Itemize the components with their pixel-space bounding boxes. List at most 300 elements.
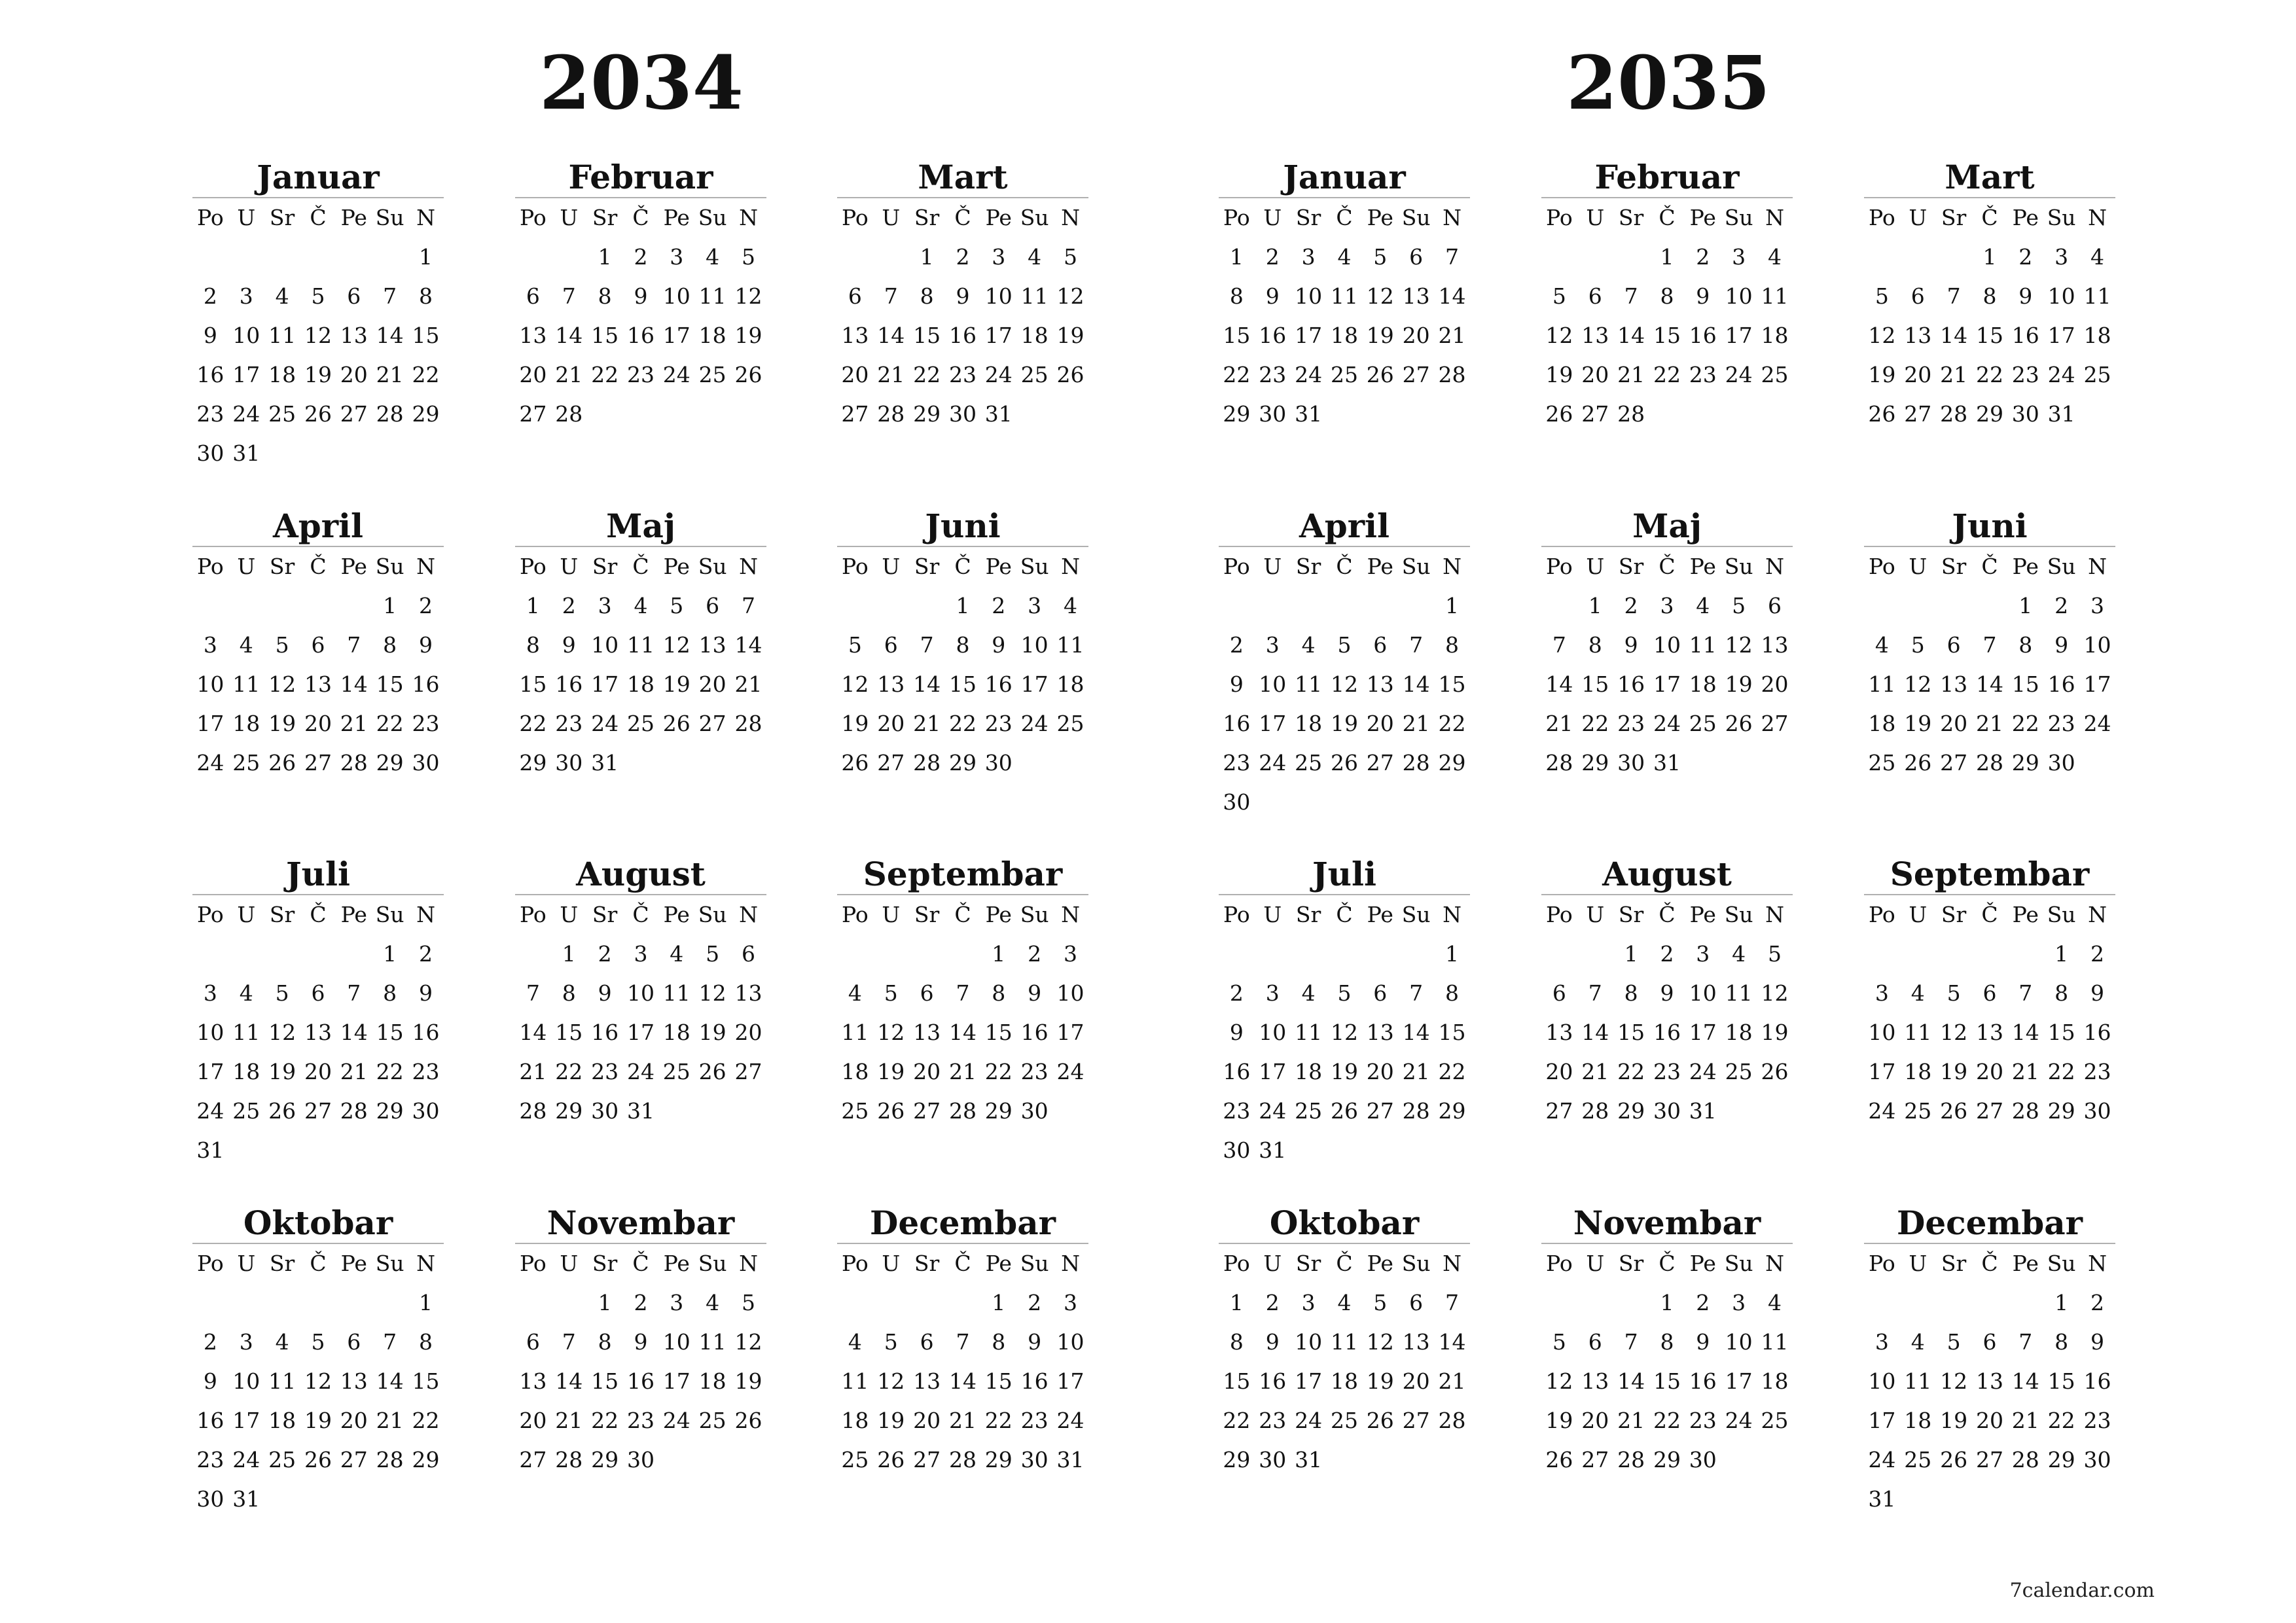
empty-cell: [1327, 395, 1363, 434]
empty-cell: [551, 1283, 587, 1323]
week-row: [1219, 1440, 1470, 1480]
day-cell: 18: [1295, 1059, 1323, 1084]
day-cell: 3: [1265, 632, 1280, 658]
day-cell: 19: [1366, 1368, 1394, 1394]
day-cell: 26: [734, 362, 762, 387]
empty-cell: [694, 1092, 730, 1131]
empty-cell: [1052, 1092, 1088, 1131]
weekday-label: Su: [375, 902, 404, 927]
week-row: [1219, 277, 1470, 316]
day-cell: 13: [1761, 632, 1789, 658]
empty-cell: [336, 1283, 372, 1323]
empty-cell: [336, 1131, 372, 1170]
day-cell: 6: [742, 941, 756, 967]
day-cell: 12: [1366, 283, 1394, 309]
week-row: [1864, 665, 2115, 704]
footer-site[interactable]: 7calendar.com: [2009, 1579, 2155, 1602]
month-name: Februar: [1541, 159, 1793, 198]
day-cell: 2: [203, 1329, 217, 1355]
day-cell: 24: [1689, 1059, 1717, 1084]
day-cell: 27: [519, 401, 547, 427]
weekday-label: U: [882, 902, 901, 927]
weekday-label: Po: [520, 205, 547, 230]
empty-cell: [1721, 743, 1757, 783]
day-cell: 16: [1689, 323, 1717, 348]
day-cell: 2: [1624, 593, 1638, 618]
empty-cell: [515, 238, 551, 277]
day-cell: 1: [2054, 1290, 2069, 1315]
day-cell: 2: [1660, 941, 1674, 967]
day-cell: 4: [1910, 1329, 1925, 1355]
week-row: [837, 704, 1088, 743]
day-cell: 11: [232, 1020, 260, 1045]
empty-cell: [1757, 395, 1793, 434]
day-cell: 23: [626, 362, 655, 387]
empty-cell: [300, 1131, 336, 1170]
week-row: [1541, 238, 1793, 277]
day-cell: 29: [1581, 750, 1609, 776]
empty-cell: [1757, 1440, 1793, 1480]
day-cell: 1: [383, 941, 397, 967]
day-cell: 16: [412, 1020, 440, 1045]
month-block: [515, 856, 766, 1131]
weekday-label: Po: [842, 1251, 869, 1276]
day-cell: 15: [412, 1368, 440, 1394]
weekday-label: Su: [375, 554, 404, 579]
week-row: [192, 277, 444, 316]
day-cell: 26: [1940, 1447, 1968, 1472]
day-cell: 17: [1295, 1368, 1323, 1394]
day-cell: 16: [1689, 1368, 1717, 1394]
day-cell: 8: [992, 1329, 1006, 1355]
day-cell: 23: [1653, 1059, 1681, 1084]
month-grid: [1541, 1244, 1793, 1480]
week-row: [1864, 586, 2115, 626]
day-cell: 15: [984, 1020, 1013, 1045]
day-cell: 24: [1868, 1447, 1896, 1472]
day-cell: 8: [2018, 632, 2033, 658]
day-cell: 9: [634, 283, 648, 309]
day-cell: 28: [877, 401, 905, 427]
month-block: [837, 856, 1088, 1131]
day-cell: 24: [1259, 750, 1287, 776]
day-cell: 8: [2054, 980, 2069, 1006]
weekday-label: N: [1443, 1251, 1462, 1276]
year-title: 2034: [539, 41, 744, 126]
day-cell: 7: [1445, 244, 1460, 270]
empty-cell: [1900, 238, 1936, 277]
weekday-label: Su: [1724, 902, 1753, 927]
day-cell: 17: [1868, 1059, 1896, 1084]
weekday-label: Č: [632, 205, 649, 230]
day-cell: 10: [626, 980, 655, 1006]
day-cell: 20: [877, 711, 905, 736]
week-row: [1864, 238, 2115, 277]
weekday-label: Su: [1020, 205, 1049, 230]
empty-cell: [1685, 743, 1721, 783]
empty-cell: [694, 1440, 730, 1480]
day-cell: 6: [347, 1329, 361, 1355]
week-row: [837, 743, 1088, 783]
empty-cell: [1362, 1440, 1398, 1480]
day-cell: 2: [2018, 244, 2033, 270]
week-row: [1219, 1401, 1470, 1440]
day-cell: 23: [1020, 1059, 1049, 1084]
day-cell: 3: [1874, 1329, 1889, 1355]
day-cell: 18: [698, 323, 726, 348]
day-cell: 19: [1940, 1408, 1968, 1433]
day-cell: 9: [634, 1329, 648, 1355]
day-cell: 8: [1660, 283, 1674, 309]
day-cell: 18: [698, 1368, 726, 1394]
day-cell: 1: [992, 1290, 1006, 1315]
day-cell: 4: [1874, 632, 1889, 658]
day-cell: 18: [1868, 711, 1896, 736]
day-cell: 5: [275, 980, 289, 1006]
day-cell: 24: [196, 1098, 224, 1124]
day-cell: 22: [948, 711, 977, 736]
week-row: [515, 1362, 766, 1401]
week-row: [192, 1362, 444, 1401]
month-grid: [1864, 895, 2115, 1131]
day-cell: 19: [1904, 711, 1932, 736]
day-cell: 1: [1229, 244, 1244, 270]
day-cell: 18: [1761, 1368, 1789, 1394]
week-row: [1541, 355, 1793, 395]
weekday-label: Pe: [985, 902, 1012, 927]
day-cell: 10: [1725, 283, 1753, 309]
day-cell: 30: [1020, 1098, 1049, 1124]
day-cell: 11: [1868, 671, 1896, 697]
day-cell: 28: [948, 1447, 977, 1472]
day-cell: 14: [340, 671, 368, 697]
day-cell: 15: [1653, 1368, 1681, 1394]
day-cell: 24: [662, 1408, 691, 1433]
day-cell: 3: [239, 1329, 253, 1355]
week-row: [1864, 626, 2115, 665]
weekday-label: Su: [2047, 205, 2076, 230]
weekday-label: Pe: [1367, 205, 1393, 230]
day-cell: 22: [2011, 711, 2039, 736]
day-cell: 6: [920, 980, 934, 1006]
week-row: [1864, 355, 2115, 395]
day-cell: 10: [196, 671, 224, 697]
day-cell: 29: [591, 1447, 619, 1472]
day-cell: 9: [2018, 283, 2033, 309]
day-cell: 13: [734, 980, 762, 1006]
day-cell: 1: [1445, 593, 1460, 618]
day-cell: 18: [232, 711, 260, 736]
day-cell: 7: [526, 980, 540, 1006]
day-cell: 13: [1402, 283, 1430, 309]
day-cell: 4: [1064, 593, 1078, 618]
day-cell: 20: [340, 362, 368, 387]
day-cell: 13: [841, 323, 869, 348]
day-cell: 28: [1617, 1447, 1645, 1472]
day-cell: 3: [1874, 980, 1889, 1006]
day-cell: 15: [1653, 323, 1681, 348]
month-grid: [192, 1244, 444, 1519]
day-cell: 28: [376, 1447, 404, 1472]
day-cell: 29: [1975, 401, 2003, 427]
weekday-label: U: [237, 1251, 256, 1276]
week-row: [192, 935, 444, 974]
day-cell: 7: [742, 593, 756, 618]
day-cell: 15: [913, 323, 941, 348]
weekday-label: Č: [1981, 1251, 1998, 1276]
month-name: Maj: [515, 508, 766, 547]
day-cell: 7: [2018, 980, 2033, 1006]
weekday-label: Po: [842, 205, 869, 230]
day-cell: 5: [1732, 593, 1746, 618]
day-cell: 8: [956, 632, 970, 658]
day-cell: 21: [1940, 362, 1968, 387]
month-block: [192, 1205, 444, 1519]
day-cell: 15: [591, 323, 619, 348]
day-cell: 18: [1295, 711, 1323, 736]
day-cell: 11: [268, 1368, 296, 1394]
day-cell: 9: [2054, 632, 2069, 658]
day-cell: 7: [383, 283, 397, 309]
day-cell: 6: [1982, 980, 1997, 1006]
day-cell: 21: [948, 1408, 977, 1433]
day-cell: 6: [311, 632, 325, 658]
weekday-label: Č: [310, 1251, 327, 1276]
day-cell: 21: [1545, 711, 1573, 736]
day-cell: 30: [1223, 789, 1251, 815]
day-cell: 10: [1259, 1020, 1287, 1045]
day-cell: 14: [555, 323, 583, 348]
weekday-label: Su: [698, 205, 727, 230]
weekday-label: Sr: [1618, 554, 1644, 579]
weekday-label: N: [739, 902, 758, 927]
day-cell: 14: [877, 323, 905, 348]
day-cell: 17: [232, 362, 260, 387]
day-cell: 19: [1940, 1059, 1968, 1084]
month-name: Oktobar: [1219, 1205, 1470, 1244]
day-cell: 21: [1438, 323, 1466, 348]
empty-cell: [1327, 1131, 1363, 1170]
day-cell: 12: [1545, 323, 1573, 348]
day-cell: 18: [841, 1408, 869, 1433]
empty-cell: [945, 935, 981, 974]
day-cell: 21: [2011, 1059, 2039, 1084]
weekday-label: Sr: [1941, 554, 1967, 579]
day-cell: 22: [1223, 362, 1251, 387]
empty-cell: [192, 238, 228, 277]
month-name: August: [1541, 856, 1793, 895]
weekday-label: Su: [1401, 205, 1431, 230]
empty-cell: [1900, 1283, 1936, 1323]
day-cell: 24: [196, 750, 224, 776]
weekday-label: U: [882, 1251, 901, 1276]
day-cell: 11: [841, 1368, 869, 1394]
day-cell: 11: [1330, 283, 1358, 309]
day-cell: 18: [662, 1020, 691, 1045]
weekday-label: Pe: [2012, 902, 2039, 927]
day-cell: 7: [956, 980, 970, 1006]
day-cell: 24: [984, 362, 1013, 387]
week-row: [837, 316, 1088, 355]
day-cell: 28: [913, 750, 941, 776]
day-cell: 30: [412, 1098, 440, 1124]
day-cell: 9: [1624, 632, 1638, 658]
week-row: [1219, 355, 1470, 395]
month-name: August: [515, 856, 766, 895]
day-cell: 5: [670, 593, 684, 618]
weekday-label: Pe: [2012, 205, 2039, 230]
day-cell: 19: [1761, 1020, 1789, 1045]
week-row: [1541, 1013, 1793, 1052]
day-cell: 27: [1366, 750, 1394, 776]
day-cell: 12: [304, 323, 332, 348]
day-cell: 26: [841, 750, 869, 776]
empty-cell: [1936, 586, 1972, 626]
day-cell: 2: [203, 283, 217, 309]
weekday-label: Su: [698, 902, 727, 927]
day-cell: 21: [340, 1059, 368, 1084]
day-cell: 19: [1330, 711, 1358, 736]
week-row: [515, 238, 766, 277]
day-cell: 28: [376, 401, 404, 427]
weekday-label: Sr: [914, 1251, 940, 1276]
day-cell: 26: [1056, 362, 1085, 387]
weekday-label: Sr: [592, 205, 618, 230]
day-cell: 2: [1696, 244, 1710, 270]
weekday-label: Č: [1659, 205, 1676, 230]
empty-cell: [1434, 1440, 1470, 1480]
empty-cell: [515, 1283, 551, 1323]
empty-cell: [1362, 783, 1398, 822]
month-name: April: [1219, 508, 1470, 547]
empty-cell: [551, 238, 587, 277]
day-cell: 6: [848, 283, 862, 309]
day-cell: 8: [383, 632, 397, 658]
day-cell: 14: [734, 632, 762, 658]
day-cell: 25: [1904, 1098, 1932, 1124]
day-cell: 20: [1940, 711, 1968, 736]
day-cell: 21: [1402, 711, 1430, 736]
day-cell: 30: [1653, 1098, 1681, 1124]
empty-cell: [1255, 783, 1291, 822]
week-row: [1219, 743, 1470, 783]
month-name: Septembar: [1864, 856, 2115, 895]
weekday-label: U: [1909, 902, 1928, 927]
weekday-label: N: [1443, 554, 1462, 579]
day-cell: 27: [1545, 1098, 1573, 1124]
day-cell: 24: [2047, 362, 2075, 387]
week-row: [192, 665, 444, 704]
empty-cell: [515, 935, 551, 974]
day-cell: 26: [304, 1447, 332, 1472]
day-cell: 4: [275, 1329, 289, 1355]
empty-cell: [730, 1092, 766, 1131]
empty-cell: [1327, 1440, 1363, 1480]
day-cell: 6: [1409, 244, 1424, 270]
day-cell: 8: [526, 632, 540, 658]
day-cell: 16: [555, 671, 583, 697]
weekday-label: U: [560, 1251, 579, 1276]
empty-cell: [1541, 586, 1577, 626]
day-cell: 1: [1660, 244, 1674, 270]
day-cell: 22: [1581, 711, 1609, 736]
day-cell: 16: [626, 1368, 655, 1394]
day-cell: 10: [1259, 671, 1287, 697]
day-cell: 29: [2011, 750, 2039, 776]
weekday-label: Su: [698, 1251, 727, 1276]
day-cell: 4: [634, 593, 648, 618]
day-cell: 31: [1689, 1098, 1717, 1124]
day-cell: 21: [1617, 362, 1645, 387]
day-cell: 20: [1545, 1059, 1573, 1084]
day-cell: 12: [841, 671, 869, 697]
day-cell: 18: [841, 1059, 869, 1084]
week-row: [1541, 665, 1793, 704]
day-cell: 25: [1725, 1059, 1753, 1084]
weekday-label: Sr: [914, 554, 940, 579]
day-cell: 14: [340, 1020, 368, 1045]
weekday-label: U: [1909, 205, 1928, 230]
day-cell: 26: [662, 711, 691, 736]
day-cell: 7: [920, 632, 934, 658]
day-cell: 14: [1617, 323, 1645, 348]
day-cell: 18: [268, 362, 296, 387]
day-cell: 17: [2047, 323, 2075, 348]
weekday-label: Su: [1401, 902, 1431, 927]
day-cell: 23: [1617, 711, 1645, 736]
day-cell: 26: [1545, 401, 1573, 427]
day-cell: 19: [1056, 323, 1085, 348]
month-name: Decembar: [1864, 1205, 2115, 1244]
day-cell: 24: [232, 1447, 260, 1472]
empty-cell: [372, 1283, 408, 1323]
day-cell: 26: [877, 1098, 905, 1124]
weekday-label: Sr: [269, 205, 295, 230]
week-row: [1219, 395, 1470, 434]
day-cell: 4: [1768, 1290, 1782, 1315]
day-cell: 26: [268, 750, 296, 776]
empty-cell: [1900, 586, 1936, 626]
week-row: [192, 355, 444, 395]
day-cell: 30: [196, 440, 224, 466]
day-cell: 14: [913, 671, 941, 697]
day-cell: 22: [913, 362, 941, 387]
week-row: [1541, 1323, 1793, 1362]
weekday-label: Pe: [985, 205, 1012, 230]
day-cell: 3: [1064, 1290, 1078, 1315]
day-cell: 15: [2011, 671, 2039, 697]
empty-cell: [730, 1440, 766, 1480]
month-grid: [1219, 1244, 1470, 1480]
day-cell: 16: [1020, 1368, 1049, 1394]
empty-cell: [1398, 783, 1434, 822]
day-cell: 19: [734, 1368, 762, 1394]
day-cell: 8: [419, 1329, 433, 1355]
day-cell: 30: [948, 401, 977, 427]
day-cell: 12: [1366, 1329, 1394, 1355]
month-block: [192, 856, 444, 1170]
day-cell: 7: [1624, 1329, 1638, 1355]
day-cell: 10: [1868, 1020, 1896, 1045]
day-cell: 23: [984, 711, 1013, 736]
day-cell: 28: [734, 711, 762, 736]
week-row: [1541, 1440, 1793, 1480]
day-cell: 3: [670, 244, 684, 270]
day-cell: 23: [1223, 750, 1251, 776]
day-cell: 25: [698, 362, 726, 387]
day-cell: 25: [1295, 1098, 1323, 1124]
day-cell: 9: [1660, 980, 1674, 1006]
